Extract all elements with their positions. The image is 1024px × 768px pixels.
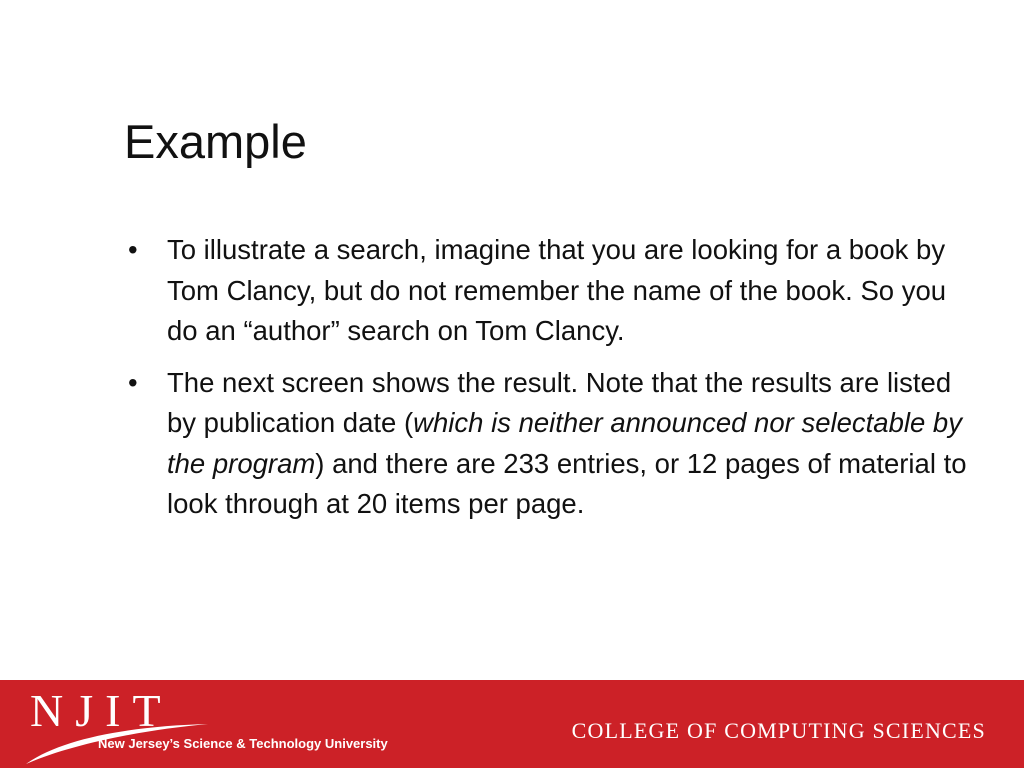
bullet-marker: • xyxy=(128,366,138,398)
bullet-marker: • xyxy=(128,234,138,265)
bullet-item xyxy=(124,230,984,352)
footer-banner xyxy=(0,680,1024,768)
njit-logo-tagline: New Jersey’s Science & Technology University xyxy=(98,736,388,751)
bullet-text xyxy=(167,230,984,352)
bullet-text-segment: ) and there are 233 entries, or 12 pages of material to look through at 20 items per page. xyxy=(167,447,967,519)
bullet-text-segment: To illustrate a search, imagine that you are looking for a book by Tom Clancy, but do not remember the name of the book. So you do an “author” search on Tom Clancy. xyxy=(167,234,947,346)
bullet-item xyxy=(124,363,984,525)
njit-logo-letters: NJIT xyxy=(30,685,173,736)
bullet-text-italic-segment: which is neither announced nor selectable by the program xyxy=(167,407,962,479)
njit-logo xyxy=(22,682,388,768)
bullet-text-segment: The next screen shows the result. Note that the results are listed by publication date ( xyxy=(167,366,952,438)
bullet-text xyxy=(167,363,984,525)
slide-title: Example xyxy=(124,115,307,168)
college-name: COLLEGE OF COMPUTING SCIENCES xyxy=(571,718,986,743)
bullet-list xyxy=(124,230,984,536)
